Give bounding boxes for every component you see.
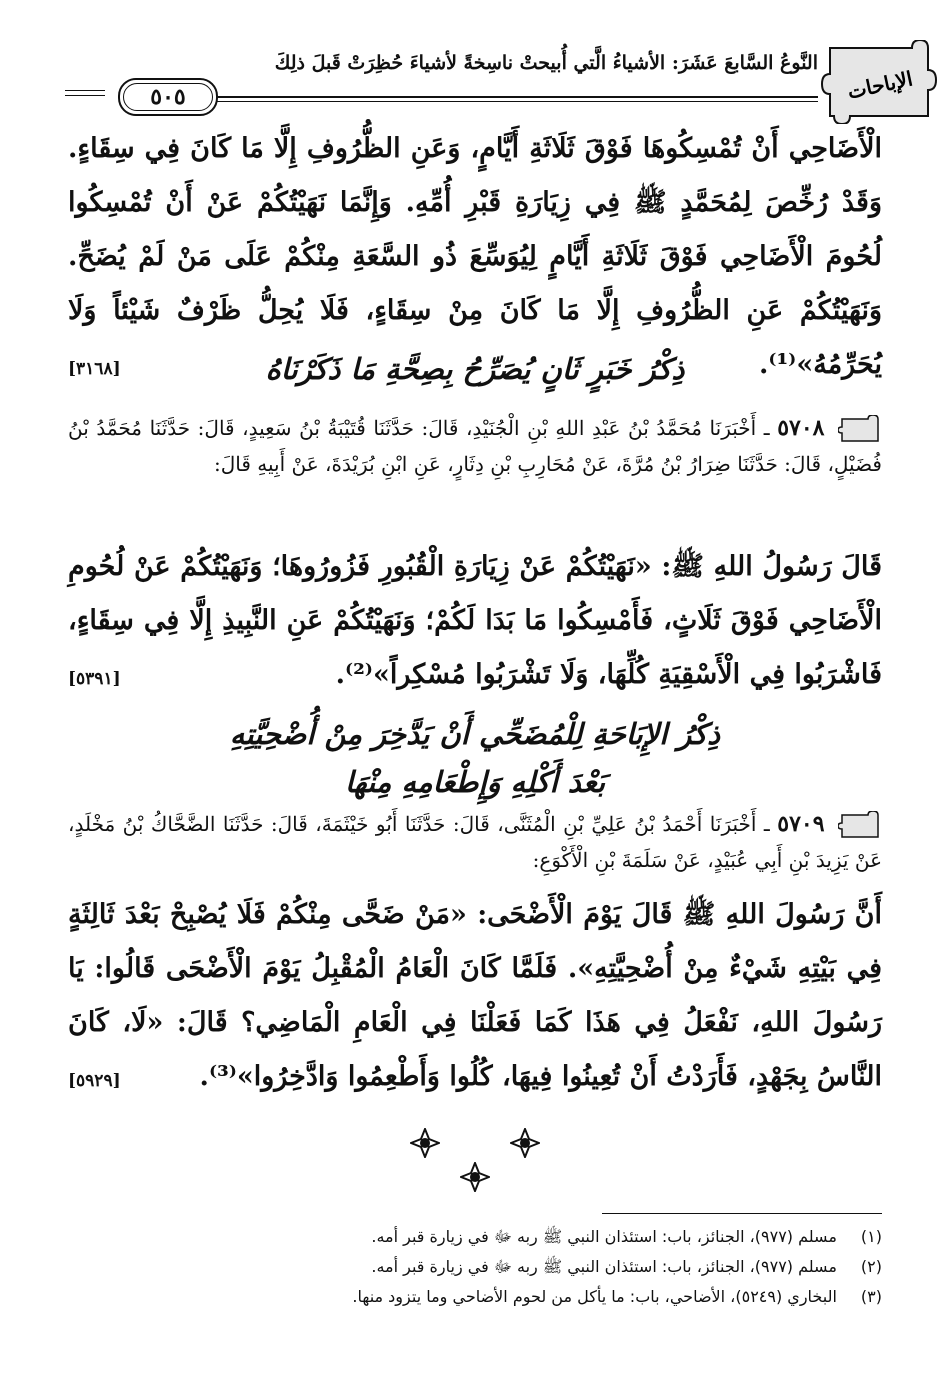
header-rule	[210, 96, 818, 98]
ornament-icon	[410, 1128, 440, 1158]
hadith-matn	[68, 540, 882, 706]
hadith-isnad	[68, 410, 882, 482]
footnote-1	[68, 1222, 882, 1252]
footnote-number: (١)	[860, 1227, 882, 1246]
footnote-rule	[602, 1213, 882, 1214]
hadith-number: ٥٧٠٩	[777, 811, 825, 837]
matn-text: أَنَّ رَسُولَ اللهِ ﷺ قَالَ يَوْمَ الْأَضْحَى: «مَنْ ضَحَّى مِنْكُمْ فَلَا يُصْبِحْ بَعْدَ ثَالِثَةٍ فِي بَيْتِهِ شَيْءٌ مِنْ أُضْحِيَّتِهِ». فَلَمَّا كَانَ الْعَامُ الْمُقْبِلُ يَوْمَ الْأَضْحَى قَالُوا: يَا رَسُولَ اللهِ، نَفْعَلُ فِي هَذَا كَمَا فَعَلْنَا فِي الْعَامِ الْمَاضِي؟ قَالَ: «لَا، كَانَ النَّاسُ بِجَهْدٍ، فَأَرَدْتُ أَنْ تُعِينُوا فِيهَا، كُلُوا وَأَطْعِمُوا وَادَّخِرُوا»⁽³⁾.	[68, 899, 882, 1092]
heading-line-2: بَعْدَ أَكْلِهِ وَإِطْعَامِهِ مِنْهَا	[344, 765, 606, 799]
footnote-text: البخاري (٥٢٤٩)، الأضاحي، باب: ما يأكل من لحوم الأضاحي وما يتزود منها.	[352, 1287, 837, 1306]
isnad-text: ـ أَخْبَرَنَا أَحْمَدُ بْنُ عَلِيِّ بْنِ الْمُثَنَّى، قَالَ: حَدَّثَنَا أَبُو خَيْثَمَةَ، قَالَ: حَدَّثَنَا الضَّحَّاكُ بْنُ مَخْلَدٍ، عَنْ يَزِيدَ بْنِ أَبِي عُبَيْدٍ، عَنْ سَلَمَةَ بْنِ الْأَكْوَعِ:	[68, 812, 882, 872]
running-title: النَّوعُ السَّابعَ عَشَرَ: الأشياءُ الَّتي أُبيحتْ ناسِخةً لأشياءَ حُظِرَتْ قَبلَ ذلِكَ	[274, 52, 818, 74]
hadith-matn-2	[68, 888, 882, 1108]
hadith-isnad-2	[68, 806, 882, 878]
hadith-reference: [٥٣٩١]	[68, 669, 121, 689]
hadith-number: ٥٧٠٨	[777, 415, 825, 441]
page-header	[70, 38, 915, 118]
matn-text: قَالَ رَسُولُ اللهِ ﷺ: «نَهَيْتُكُمْ عَنْ زِيَارَةِ الْقُبُورِ فَزُورُوهَا؛ وَنَهَيْتُكُمْ عَنْ لُحُومِ الْأَضَاحِي فَوْقَ ثَلَاثٍ، فَأَمْسِكُوا مَا بَدَا لَكُمْ؛ وَنَهَيْتُكُمْ عَنِ النَّبِيذِ إِلَّا فِي سِقَاءٍ، فَاشْرَبُوا فِي الْأَسْقِيَةِ كُلِّهَا، وَلَا تَشْرَبُوا مُسْكِراً»⁽²⁾.	[68, 551, 882, 690]
hadith-number-badge-icon	[838, 811, 882, 841]
section-end-ornaments	[380, 1128, 570, 1198]
footnote-number: (٢)	[860, 1257, 882, 1276]
footnote-3	[68, 1282, 882, 1312]
isnad-text: ـ أَخْبَرَنَا مُحَمَّدُ بْنُ عَبْدِ اللهِ بْنِ الْجُنَيْدِ، قَالَ: حَدَّثَنَا قُتَيْبَةُ بْنُ سَعِيدٍ، قَالَ: حَدَّثَنَا مُحَمَّدُ بْنُ فُضَيْلٍ، قَالَ: حَدَّثَنَا ضِرَارُ بْنُ مُرَّةَ، عَنْ مُحَارِبِ بْنِ دِثَارٍ، عَنِ ابْنِ بُرَيْدَةَ، عَنْ أَبِيهِ قَالَ:	[68, 416, 882, 476]
paragraph-text: الْأَضَاحِي أَنْ تُمْسِكُوهَا فَوْقَ ثَلَاثَةِ أَيَّامٍ، وَعَنِ الظُّرُوفِ إِلَّا مَا كَانَ فِي سِقَاءٍ. وَقَدْ رُخِّصَ لِمُحَمَّدٍ ﷺ فِي زِيَارَةِ قَبْرِ أُمِّهِ. وَإِنَّمَا نَهَيْتُكُمْ عَنْ أَنْ تُمْسِكُوا لُحُومَ الْأَضَاحِي فَوْقَ ثَلَاثَةِ أَيَّامٍ لِيُوَسِّعَ ذُو السَّعَةِ مِنْكُمْ عَلَى مَنْ لَمْ يُضَحِّ. وَنَهَيْتُكُمْ عَنِ الظُّرُوفِ إِلَّا مَا كَانَ مِنْ سِقَاءٍ، فَلَا يُحِلُّ ظَرْفٌ شَيْئاً وَلَا يُحَرِّمُهُ»⁽¹⁾.	[68, 133, 882, 380]
footnote-2	[68, 1252, 882, 1282]
ornament-icon	[510, 1128, 540, 1158]
section-tab-label: الإباحات	[845, 66, 915, 104]
hadith-reference: [٥٩٢٩]	[68, 1071, 121, 1091]
header-rule-thin	[210, 101, 818, 102]
footnote-text: مسلم (٩٧٧)، الجنائز، باب: استئذان النبي ﷺ ربه ﷻ في زيارة قبر أمه.	[371, 1227, 837, 1246]
page-number: ٥٠٥	[118, 78, 218, 116]
footnote-text: مسلم (٩٧٧)، الجنائز، باب: استئذان النبي ﷺ ربه ﷻ في زيارة قبر أمه.	[371, 1257, 837, 1276]
footnotes	[68, 1222, 882, 1312]
hadith-number-badge-icon	[838, 415, 882, 445]
section-heading: ذِكْرُ خَبَرٍ ثَانٍ يُصَرِّحُ بِصِحَّةِ مَا ذَكَرْنَاهُ	[265, 352, 685, 386]
heading-line-1: ذِكْرُ الإِبَاحَةِ لِلْمُضَحِّي أَنْ يَدَّخِرَ مِنْ أُضْحِيَّتِهِ	[229, 717, 721, 751]
hadith-reference: [٣١٦٨]	[68, 359, 121, 379]
header-left-lines	[65, 90, 105, 100]
footnote-number: (٣)	[860, 1287, 882, 1306]
puzzle-section-tab-icon	[820, 40, 938, 124]
ornament-icon	[460, 1162, 490, 1192]
section-heading-2	[68, 710, 882, 806]
